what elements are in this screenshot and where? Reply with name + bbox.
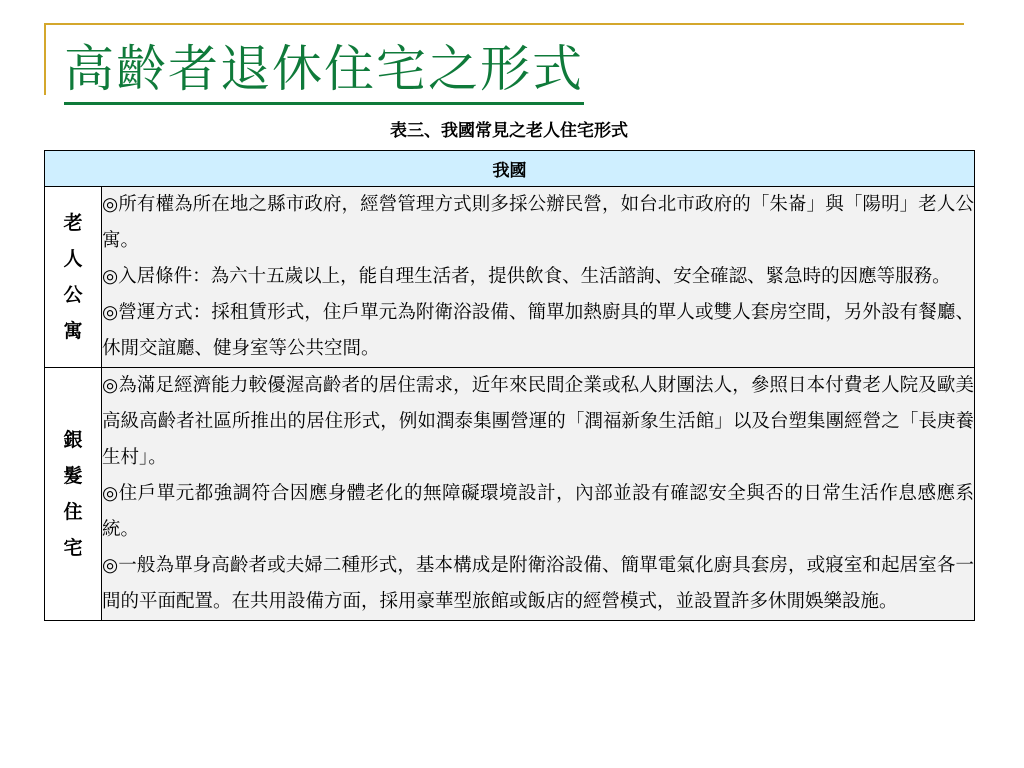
row-label-char: 髮: [63, 465, 83, 487]
content-paragraph: ◎住戶單元都強調符合因應身體老化的無障礙環境設計，內部並設有確認安全與否的日常生活作息感應系統。: [102, 483, 974, 540]
row-label-char: 住: [63, 501, 83, 523]
table-caption: 表三、我國常見之老人住宅形式: [390, 121, 628, 141]
row-label-char: 老: [63, 212, 83, 234]
table-header-row: [45, 151, 975, 187]
row-label-char: 寓: [63, 320, 83, 342]
row-label-silver-housing: [45, 368, 102, 621]
table-row: [45, 368, 975, 621]
housing-types-table: [44, 150, 975, 621]
row-content-silver-housing: [102, 368, 975, 621]
slide-title: 高齡者退休住宅之形式: [64, 36, 584, 105]
table-row: [45, 187, 975, 368]
row-label-char: 公: [63, 284, 83, 306]
row-label-senior-apartment: [45, 187, 102, 368]
row-label-char: 銀: [63, 429, 83, 451]
row-label-char: 人: [63, 248, 83, 270]
top-accent-rule: [44, 23, 964, 25]
content-paragraph: ◎為滿足經濟能力較優渥高齡者的居住需求，近年來民間企業或私人財團法人，參照日本付費老人院及歐美高級高齡者社區所推出的居住形式，例如潤泰集團營運的「潤福新象生活館」以及台塑集團經營之「長庚養生村」。: [102, 375, 974, 468]
table-header-cell: 我國: [45, 151, 975, 187]
content-paragraph: ◎營運方式：採租賃形式，住戶單元為附衛浴設備、簡單加熱廚具的單人或雙人套房空間，另外設有餐廳、休閒交誼廳、健身室等公共空間。: [102, 302, 974, 359]
content-paragraph: ◎所有權為所在地之縣市政府，經營管理方式則多採公辦民營，如台北市政府的「朱崙」與「陽明」老人公寓。: [102, 194, 974, 251]
row-label-char: 宅: [63, 537, 83, 559]
row-content-senior-apartment: [102, 187, 975, 368]
content-paragraph: ◎一般為單身高齡者或夫婦二種形式，基本構成是附衛浴設備、簡單電氣化廚具套房，或寢室和起居室各一間的平面配置。在共用設備方面，採用豪華型旅館或飯店的經營模式，並設置許多休閒娛樂設施。: [102, 555, 974, 612]
content-paragraph: ◎入居條件：為六十五歲以上，能自理生活者，提供飲食、生活諮詢、安全確認、緊急時的因應等服務。: [102, 266, 951, 287]
left-accent-rule: [44, 23, 46, 95]
